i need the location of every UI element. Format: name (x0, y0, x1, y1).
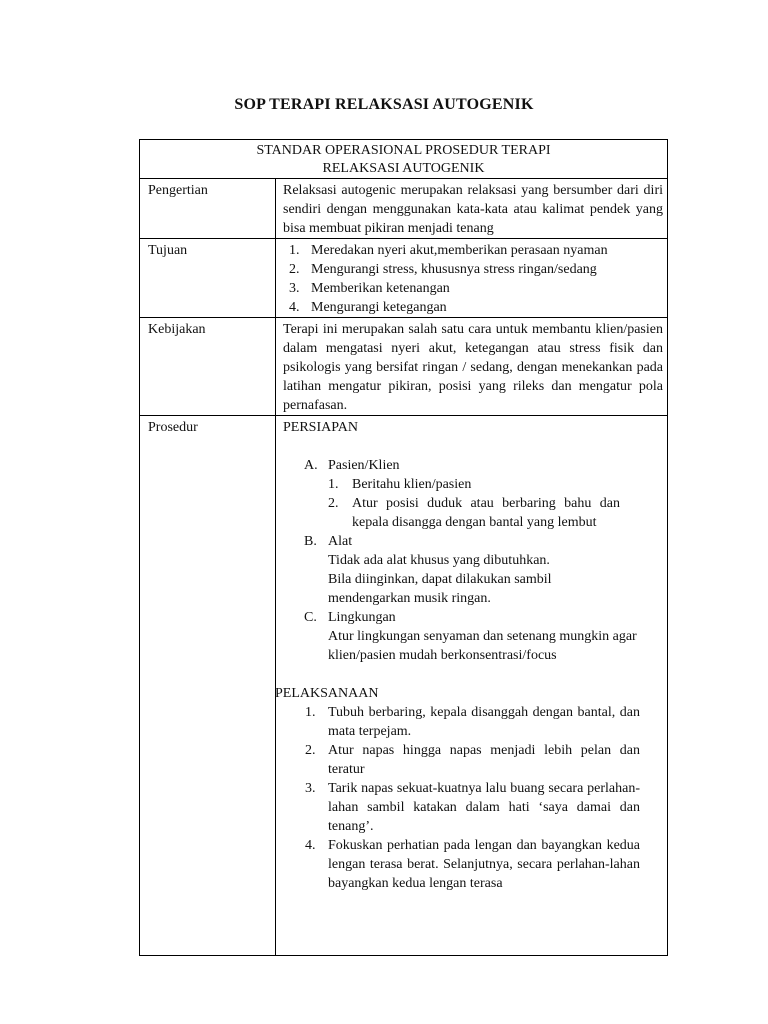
list-item (328, 494, 620, 532)
item-text: Fokuskan perhatian pada lengan dan bayangkan kedua lengan terasa berat. Selanjutnya, secara perlahan-lahan bayangkan kedua lengan terasa (328, 838, 640, 891)
persiapan-a-sublist (328, 475, 663, 532)
persiapan-c-title: Lingkungan (328, 610, 396, 625)
row-tujuan (140, 239, 668, 318)
row-pengertian (140, 179, 668, 239)
item-text: Tubuh berbaring, kepala disanggah dengan bantal, dan mata terpejam. (328, 705, 640, 739)
item-number: 3. (305, 781, 316, 796)
item-number: 1. (305, 705, 316, 720)
table-header (140, 140, 668, 179)
row-prosedur (140, 416, 668, 956)
tujuan-list (283, 241, 663, 317)
prosedur-content (276, 416, 668, 956)
item-number: 3. (289, 281, 300, 296)
pelaksanaan-title: PELAKSANAAN (275, 686, 379, 701)
item-text: Mengurangi stress, khususnya stress ringan/sedang (311, 262, 597, 277)
tujuan-content (276, 239, 668, 318)
item-letter: C. (304, 610, 317, 625)
persiapan-item-b (283, 532, 663, 608)
item-number: 2. (328, 496, 339, 511)
persiapan-item-c (283, 608, 663, 665)
list-item (283, 779, 640, 836)
persiapan-b-title: Alat (328, 534, 353, 549)
item-text: Beritahu klien/pasien (352, 477, 472, 492)
list-item (283, 836, 640, 893)
header-line-1: STANDAR OPERASIONAL PROSEDUR TERAPI (256, 143, 551, 158)
item-text: Meredakan nyeri akut,memberikan perasaan nyaman (311, 243, 608, 258)
list-item (283, 279, 663, 298)
prosedur-label: Prosedur (140, 416, 276, 956)
item-number: 2. (289, 262, 300, 277)
persiapan-a-title: Pasien/Klien (328, 458, 400, 473)
item-text: Tarik napas sekuat-kuatnya lalu buang secara perlahan-lahan sambil katakan dalam hati ‘saya damai dan tenang’. (328, 781, 640, 834)
item-number: 4. (305, 838, 316, 853)
kebijakan-text: Terapi ini merupakan salah satu cara untuk membantu klien/pasien dalam mengatasi nyeri akut, ketegangan atau stress fisik dan psikologis yang bersifat ringan / sedang, dengan menekankan pada latihan mengatur pikiran, posisi yang rileks dan mengatur pola pernafasan. (276, 318, 668, 416)
persiapan-item-a (283, 456, 663, 532)
sop-table (139, 139, 668, 956)
item-number: 1. (328, 477, 339, 492)
row-kebijakan (140, 318, 668, 416)
document-title: SOP TERAPI RELAKSASI AUTOGENIK (234, 96, 534, 113)
persiapan-b-line-1: Tidak ada alat khusus yang dibutuhkan. (328, 553, 550, 568)
persiapan-list (283, 456, 663, 665)
list-item (283, 741, 640, 779)
pengertian-text: Relaksasi autogenic merupakan relaksasi yang bersumber dari diri sendiri dengan menggunakan kata-kata atau kalimat pendek yang bisa membuat pikiran menjadi tenang (276, 179, 668, 239)
kebijakan-label: Kebijakan (140, 318, 276, 416)
persiapan-b-line-2: Bila diinginkan, dapat dilakukan sambil mendengarkan musik ringan. (328, 572, 552, 606)
list-item (283, 260, 663, 279)
list-item (283, 241, 663, 260)
persiapan-title: PERSIAPAN (283, 420, 358, 435)
item-text: Memberikan ketenangan (311, 281, 450, 296)
pengertian-label: Pengertian (140, 179, 276, 239)
header-line-2: RELAKSASI AUTOGENIK (322, 161, 485, 176)
item-letter: B. (304, 534, 317, 549)
item-number: 1. (289, 243, 300, 258)
item-text: Atur posisi duduk atau berbaring bahu dan kepala disangga dengan bantal yang lembut (352, 496, 620, 530)
tujuan-label: Tujuan (140, 239, 276, 318)
item-number: 2. (305, 743, 316, 758)
item-text: Mengurangi ketegangan (311, 300, 447, 315)
persiapan-c-text: Atur lingkungan senyaman dan setenang mungkin agar klien/pasien mudah berkonsentrasi/focus (328, 629, 637, 663)
pelaksanaan-list (283, 703, 663, 893)
item-number: 4. (289, 300, 300, 315)
list-item (328, 475, 620, 494)
list-item (283, 298, 663, 317)
item-text: Atur napas hingga napas menjadi lebih pelan dan teratur (328, 743, 640, 777)
item-letter: A. (304, 458, 318, 473)
list-item (283, 703, 640, 741)
table-header-row (140, 140, 668, 179)
